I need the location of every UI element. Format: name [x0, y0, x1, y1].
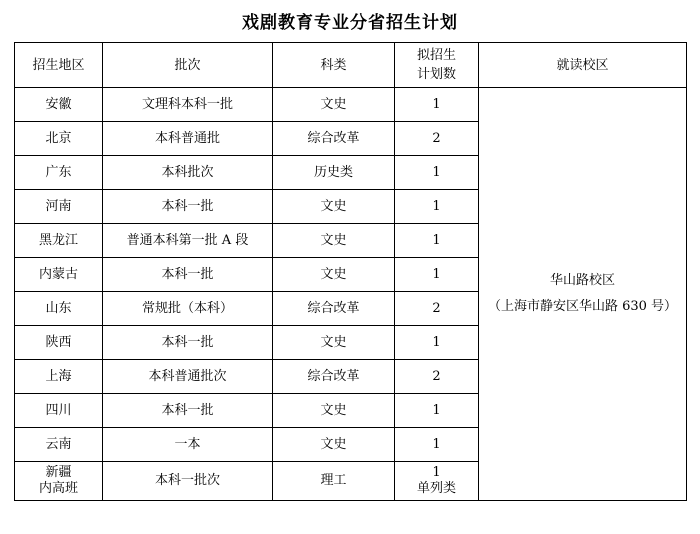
cell-batch: 文理科本科一批: [103, 88, 273, 122]
column-header-subject: 科类: [273, 43, 395, 88]
cell-subject: 文史: [273, 428, 395, 462]
cell-region: 山东: [15, 292, 103, 326]
cell-count: 1: [395, 190, 479, 224]
campus-name: 华山路校区: [549, 273, 615, 288]
cell-region: 河南: [15, 190, 103, 224]
cell-region: 广东: [15, 156, 103, 190]
cell-region: 黑龙江: [15, 224, 103, 258]
cell-subject: 文史: [273, 88, 395, 122]
cell-batch: 常规批（本科）: [103, 292, 273, 326]
table-container: [0, 42, 700, 501]
cell-subject: 综合改革: [273, 360, 395, 394]
cell-region: 北京: [15, 122, 103, 156]
cell-subject: 综合改革: [273, 292, 395, 326]
cell-subject: 文史: [273, 224, 395, 258]
cell-batch: 本科一批: [103, 258, 273, 292]
cell-region: 安徽: [15, 88, 103, 122]
table-row: [15, 88, 687, 122]
cell-region: 上海: [15, 360, 103, 394]
column-header-count-line1: 拟招生: [416, 48, 456, 63]
table-body: [15, 88, 687, 501]
cell-subject: 文史: [273, 258, 395, 292]
column-header-region: 招生地区: [15, 43, 103, 88]
cell-count: 1: [395, 224, 479, 258]
cell-batch: 本科批次: [103, 156, 273, 190]
column-header-count-line2: 计划数: [416, 67, 456, 82]
admission-plan-table: [14, 42, 687, 501]
cell-subject: 综合改革: [273, 122, 395, 156]
cell-region: [15, 462, 103, 501]
cell-region-line1: 新疆: [45, 465, 72, 480]
campus-address: （上海市静安区华山路 630 号）: [487, 299, 678, 314]
cell-region: 内蒙古: [15, 258, 103, 292]
cell-count: 1: [395, 428, 479, 462]
cell-count: 2: [395, 122, 479, 156]
cell-count: 2: [395, 292, 479, 326]
column-header-count: [395, 43, 479, 88]
cell-region: 陕西: [15, 326, 103, 360]
cell-batch: 本科一批: [103, 394, 273, 428]
column-header-batch: 批次: [103, 43, 273, 88]
table-header-row: [15, 43, 687, 88]
cell-count: 1: [395, 394, 479, 428]
cell-count-line2: 单列类: [416, 481, 456, 496]
cell-subject: 文史: [273, 190, 395, 224]
cell-batch: 本科普通批次: [103, 360, 273, 394]
cell-batch: 本科普通批: [103, 122, 273, 156]
cell-batch: 本科一批次: [103, 462, 273, 501]
cell-count-line1: 1: [432, 465, 441, 480]
cell-count: 1: [395, 88, 479, 122]
table-header: [15, 43, 687, 88]
cell-batch: 普通本科第一批 A 段: [103, 224, 273, 258]
cell-campus: [479, 88, 687, 501]
cell-count: 1: [395, 258, 479, 292]
cell-subject: 历史类: [273, 156, 395, 190]
cell-count: 1: [395, 326, 479, 360]
cell-subject: 文史: [273, 326, 395, 360]
cell-count: [395, 462, 479, 501]
cell-subject: 理工: [273, 462, 395, 501]
cell-region: 云南: [15, 428, 103, 462]
cell-subject: 文史: [273, 394, 395, 428]
cell-region: 四川: [15, 394, 103, 428]
column-header-campus: 就读校区: [479, 43, 687, 88]
cell-batch: 一本: [103, 428, 273, 462]
page-title: 戏剧教育专业分省招生计划: [242, 13, 458, 33]
cell-batch: 本科一批: [103, 190, 273, 224]
cell-region-line2: 内高班: [38, 481, 78, 496]
cell-count: 2: [395, 360, 479, 394]
cell-count: 1: [395, 156, 479, 190]
cell-batch: 本科一批: [103, 326, 273, 360]
